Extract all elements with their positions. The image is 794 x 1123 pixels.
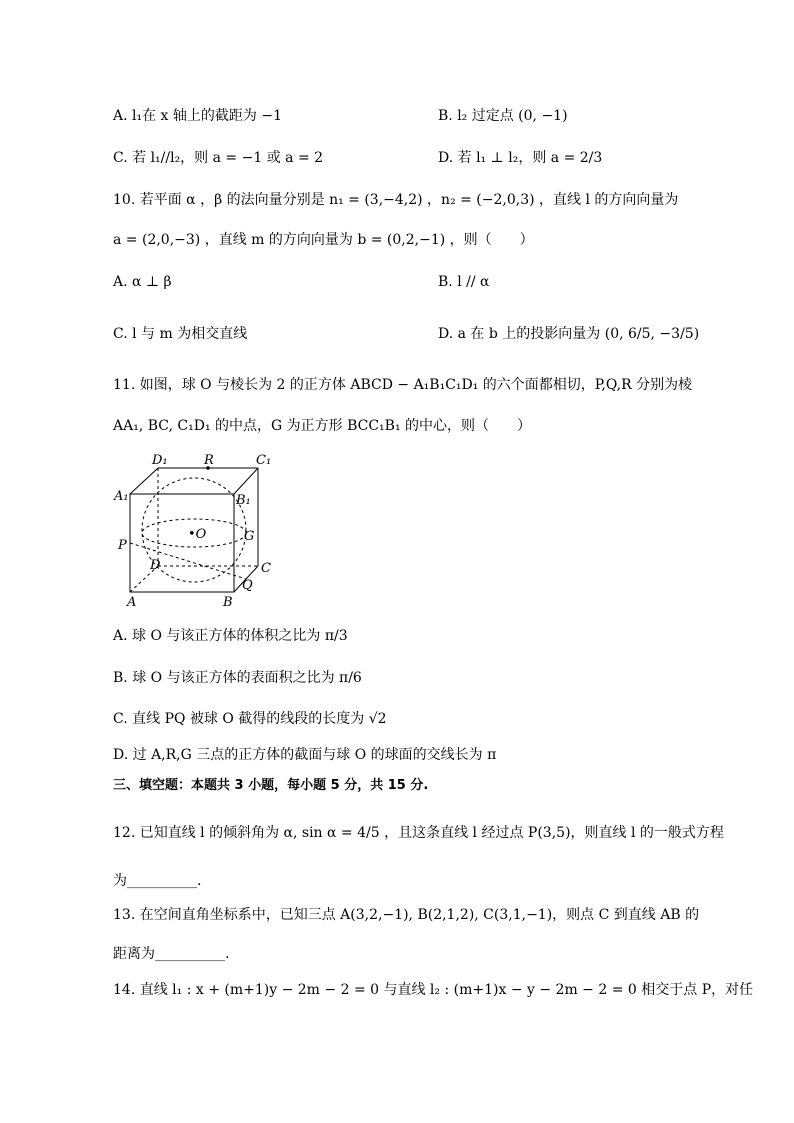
edge-a1-d1: [130, 468, 158, 494]
q11-stem-line2: AA₁, BC, C₁D₁ 的中点，G 为正方形 BCC₁B₁ 的中心，则（ ）: [113, 418, 532, 434]
q10-option-b: B. l // α: [438, 274, 490, 290]
label-r: R: [204, 453, 214, 468]
q11-option-a: A. 球 O 与该正方体的体积之比为 π/3: [113, 628, 348, 644]
q12-stem-line1: 12. 已知直线 l 的倾斜角为 α, sin α = 4/5 ，且这条直线 l 经过点 P(3,5)，则直线 l 的一般式方程: [113, 825, 724, 841]
label-g: G: [244, 529, 255, 544]
label-p: P: [118, 538, 127, 553]
q14-stem-line1: 14. 直线 l₁ : x + (m+1)y − 2m − 2 = 0 与直线 l₂ : (m+1)x − y − 2m − 2 = 0 相交于点 P，对任: [113, 982, 754, 998]
label-b1: B₁: [236, 493, 251, 508]
label-c1: C₁: [256, 453, 272, 468]
section-3-heading: 三、填空题：本题共 3 小题，每小题 5 分，共 15 分.: [113, 778, 429, 793]
edge-b1-c1: [234, 468, 258, 494]
label-o: •O: [188, 527, 207, 542]
q10-stem-line2: a = (2,0,−3) ，直线 m 的方向向量为 b = (0,2,−1) ，则（ ）: [113, 232, 534, 248]
segment-p-q: [130, 543, 246, 579]
q13-stem-line1: 13. 在空间直角坐标系中，已知三点 A(3,2,−1), B(2,1,2), C(3,1,−1)，则点 C 到直线 AB 的: [113, 907, 700, 923]
q10-option-c: C. l 与 m 为相交直线: [113, 326, 248, 342]
label-a1: A₁: [114, 489, 129, 504]
q11-option-c: C. 直线 PQ 被球 O 截得的线段的长度为 √2: [113, 711, 387, 727]
label-a: A: [127, 595, 137, 610]
label-c: C: [261, 561, 271, 576]
label-d1: D₁: [152, 453, 168, 468]
front-face: [130, 494, 234, 592]
q9-option-c: C. 若 l₁//l₂，则 a = −1 或 a = 2: [113, 150, 324, 166]
q9-option-b: B. l₂ 过定点 (0, −1): [438, 108, 568, 124]
q10-option-a: A. α ⊥ β: [113, 274, 172, 290]
q13-stem-line2: 距离为__________.: [113, 946, 230, 962]
q10-stem-line1: 10. 若平面 α ，β 的法向量分别是 n₁ = (3,−4,2) ，n₂ = (−2,0,3) ，直线 l 的方向向量为: [113, 192, 679, 208]
q11-option-b: B. 球 O 与该正方体的表面积之比为 π/6: [113, 670, 362, 686]
label-d: D: [150, 558, 161, 573]
q9-option-d: D. 若 l₁ ⊥ l₂，则 a = 2/3: [438, 150, 603, 166]
label-q: Q: [242, 578, 253, 593]
q12-stem-line2: 为__________.: [113, 873, 202, 889]
q11-stem-line1: 11. 如图，球 O 与棱长为 2 的正方体 ABCD − A₁B₁C₁D₁ 的六个面都相切，P,Q,R 分别为棱: [113, 377, 693, 393]
q9-option-a: A. l₁在 x 轴上的截距为 −1: [113, 108, 282, 124]
label-b: B: [223, 595, 233, 610]
q10-option-d: D. a 在 b 上的投影向量为 (0, 6/5, −3/5): [438, 326, 700, 342]
q11-option-d: D. 过 A,R,G 三点的正方体的截面与球 O 的球面的交线长为 π: [113, 747, 497, 763]
cube-sphere-figure: [110, 452, 285, 612]
